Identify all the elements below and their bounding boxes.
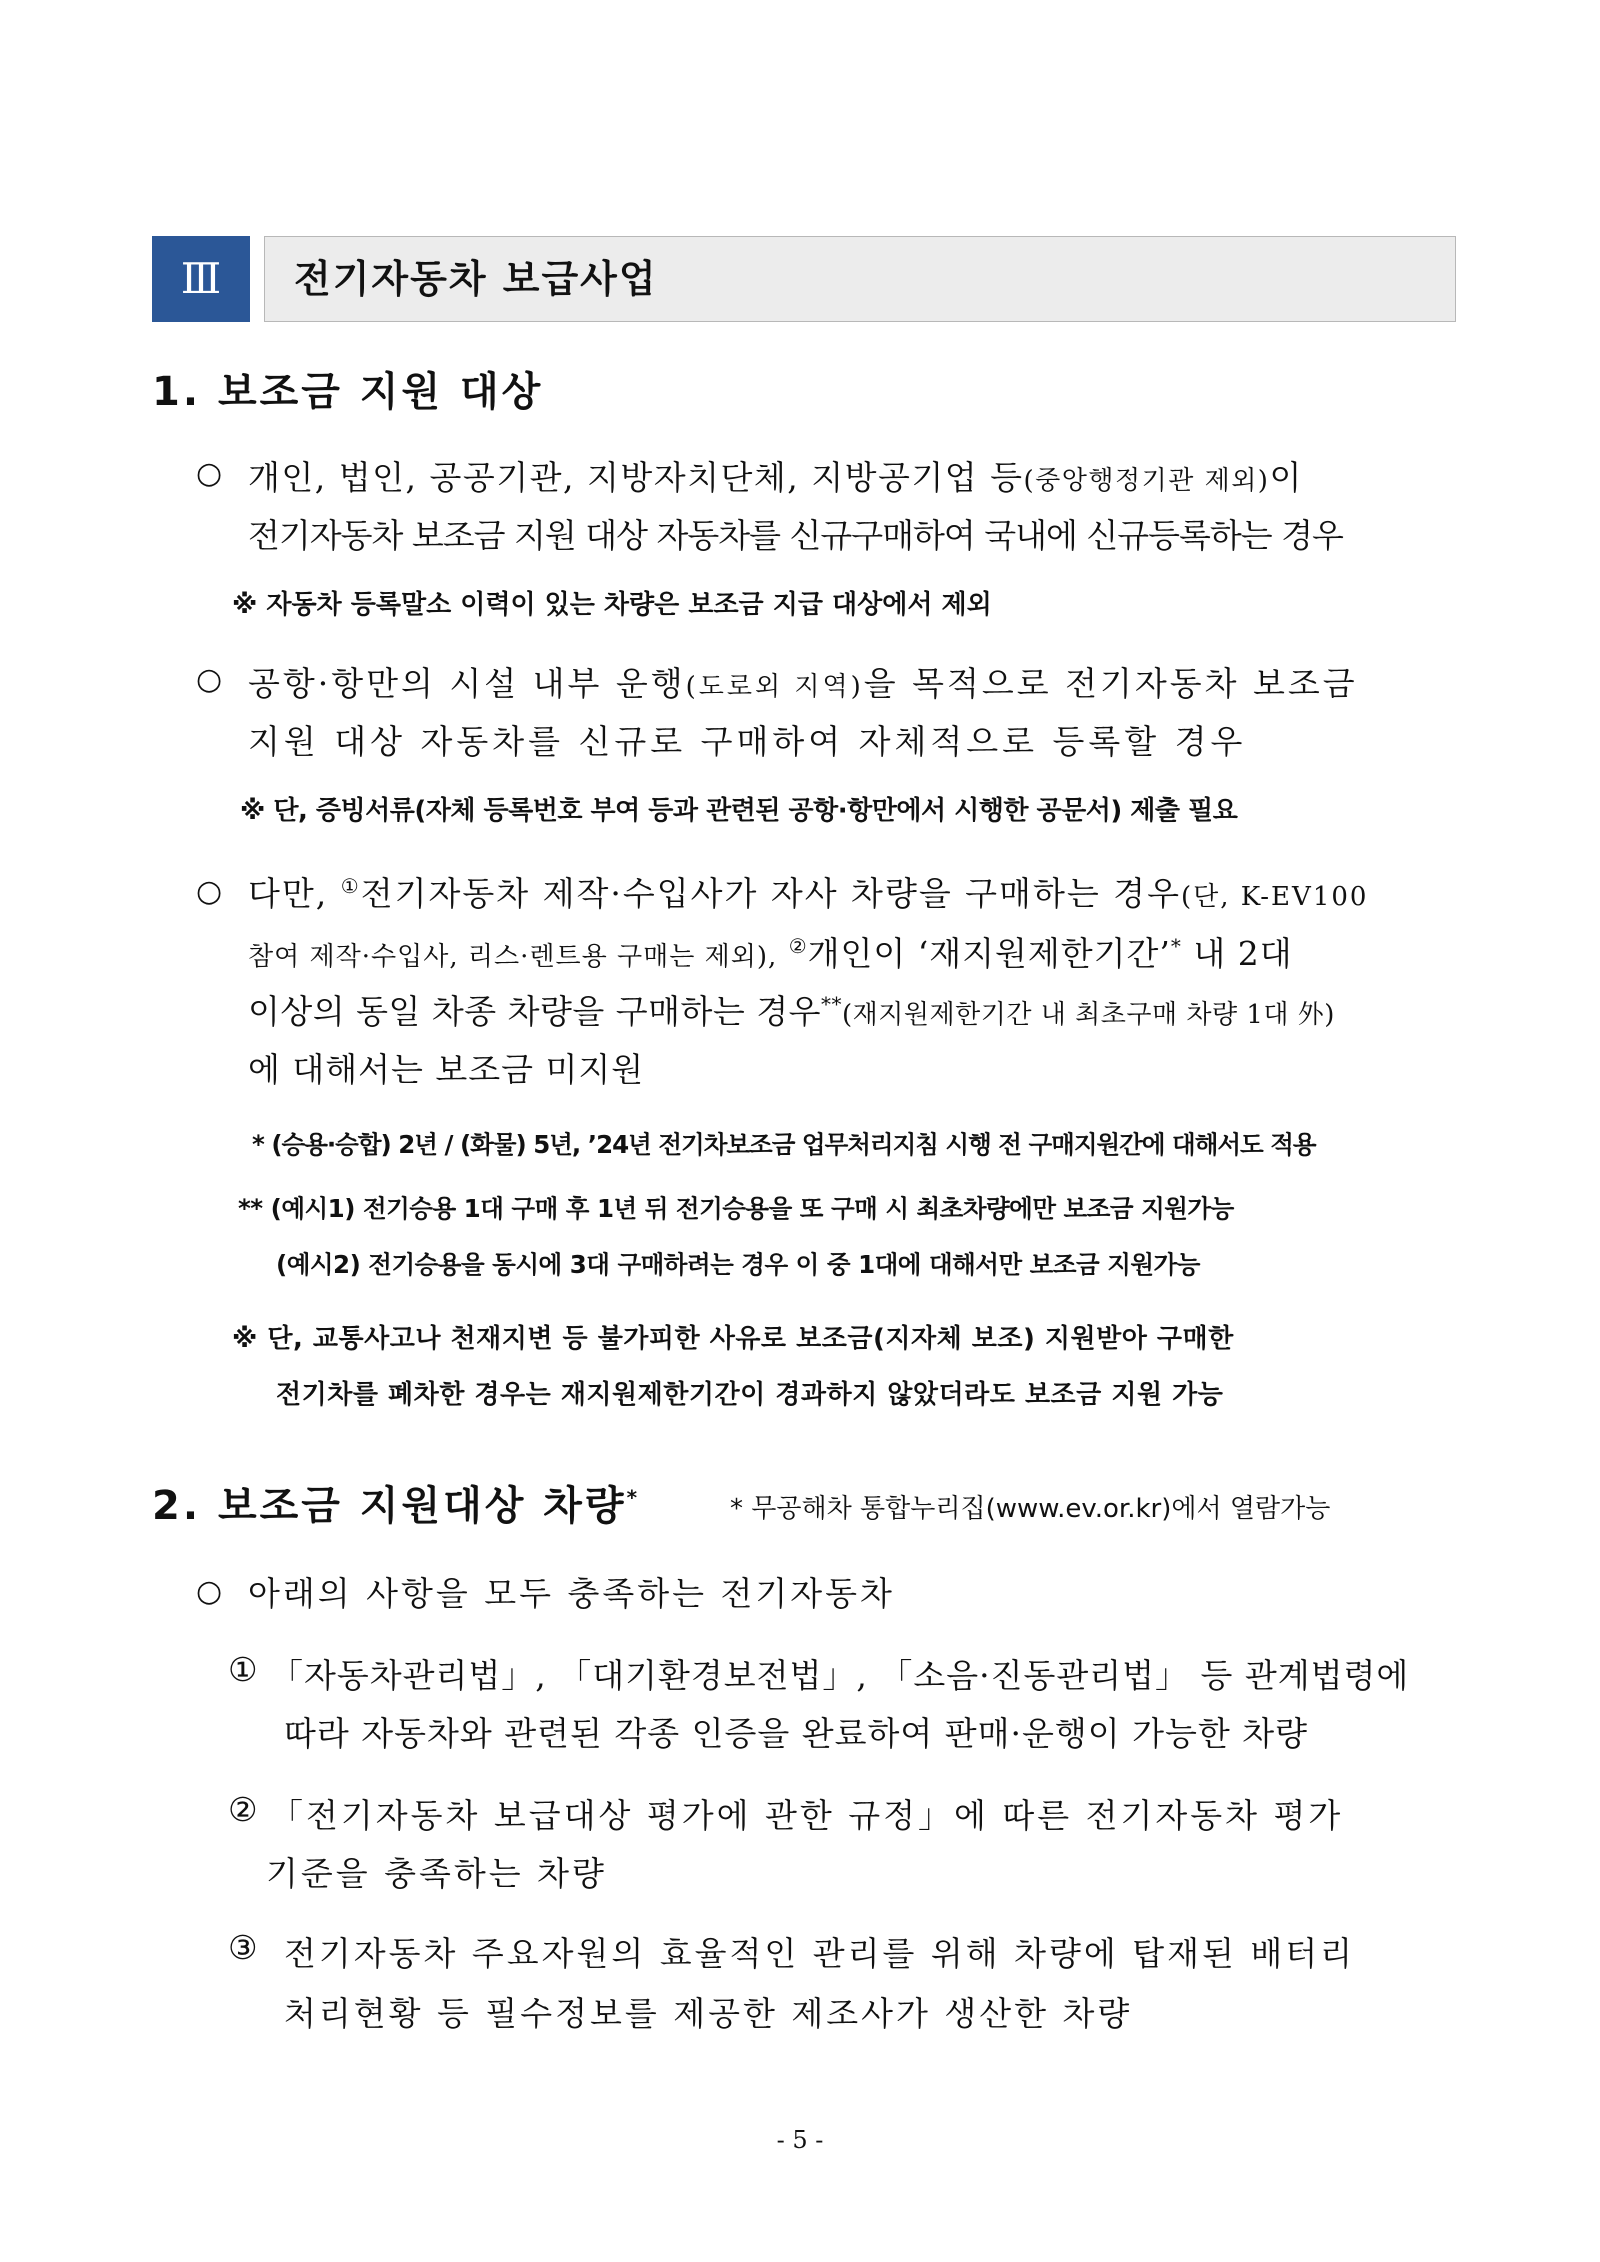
item-line: 기준을 충족하는 차량: [266, 1854, 607, 1893]
section-title: 전기자동차 보급사업: [294, 257, 658, 301]
item-line: 「자동차관리법」, 「대기환경보전법」, 「소음·진동관리법」 등 관계법령에: [270, 1656, 1410, 1695]
paragraph-line: 공항·항만의 시설 내부 운행(도로외 지역)을 목적으로 전기자동차 보조금: [248, 664, 1358, 703]
item-line: 처리현황 등 필수정보를 제공한 제조사가 생산한 차량: [284, 1994, 1133, 2033]
paragraph-line: 다만, ①전기자동차 제작·수입사가 자사 차량을 구매하는 경우(단, K-EV100: [248, 874, 1369, 913]
heading-support-target: 1. 보조금 지원 대상: [152, 369, 544, 415]
note-evidence: ※ 단, 증빙서류(자체 등록번호 부여 등과 관련된 공항·항만에서 시행한 공문서) 제출 필요: [240, 796, 1238, 826]
heading-eligible-vehicles: 2. 보조금 지원대상 차량*: [152, 1483, 641, 1529]
note-exception-cont: 전기차를 폐차한 경우는 재지원제한기간이 경과하지 않았더라도 보조금 지원 가능: [276, 1380, 1224, 1410]
bullet-circle: ○: [196, 456, 223, 491]
section-number-badge: Ⅲ: [152, 236, 250, 322]
item-number: ②: [228, 1790, 259, 1829]
footnote-example-2: (예시2) 전기승용을 동시에 3대 구매하려는 경우 이 중 1대에 대해서만 보조금 지원가능: [276, 1250, 1200, 1279]
footnote-restriction-period: * (승용·승합) 2년 / (화물) 5년, ’24년 전기차보조금 업무처리지침 시행 전 구매지원간에 대해서도 적용: [252, 1130, 1316, 1159]
bullet-circle: ○: [196, 662, 223, 697]
bullet-circle: ○: [196, 874, 223, 909]
paragraph-line: 지원 대상 자동차를 신규로 구매하여 자체적으로 등록할 경우: [248, 722, 1247, 761]
footnote-example-1: ** (예시1) 전기승용 1대 구매 후 1년 뒤 전기승용을 또 구매 시 최초차량에만 보조금 지원가능: [238, 1194, 1234, 1223]
item-line: 전기자동차 주요자원의 효율적인 관리를 위해 차량에 탑재된 배터리: [284, 1934, 1356, 1973]
paragraph-line: 전기자동차 보조금 지원 대상 자동차를 신규구매하여 국내에 신규등록하는 경우: [248, 516, 1343, 555]
item-line: 따라 자동차와 관련된 각종 인증을 완료하여 판매·운행이 가능한 차량: [284, 1714, 1308, 1753]
paragraph-line: 개인, 법인, 공공기관, 지방자치단체, 지방공기업 등(중앙행정기관 제외)이: [248, 458, 1303, 497]
paragraph-line: 아래의 사항을 모두 충족하는 전기자동차: [248, 1574, 895, 1613]
paragraph-line: 참여 제작·수입사, 리스·렌트용 구매는 제외), ②개인이 ‘재지원제한기간’* 내 2대: [248, 934, 1293, 973]
item-number: ③: [228, 1928, 259, 1967]
bullet-circle: ○: [196, 1574, 223, 1609]
note-deregistration: ※ 자동차 등록말소 이력이 있는 차량은 보조금 지급 대상에서 제외: [232, 590, 992, 620]
paragraph-line: 이상의 동일 차종 차량을 구매하는 경우**(재지원제한기간 내 최초구매 차량 1대 外): [248, 992, 1335, 1031]
page-number: - 5 -: [776, 2126, 824, 2154]
item-number: ①: [228, 1650, 259, 1689]
side-note-website: * 무공해차 통합누리집(www.ev.or.kr)에서 열람가능: [730, 1494, 1331, 1524]
note-exception: ※ 단, 교통사고나 천재지변 등 불가피한 사유로 보조금(지자체 보조) 지원받아 구매한: [232, 1324, 1234, 1354]
paragraph-line: 에 대해서는 보조금 미지원: [248, 1050, 645, 1089]
item-line: 「전기자동차 보급대상 평가에 관한 규정」에 따른 전기자동차 평가: [270, 1796, 1344, 1835]
